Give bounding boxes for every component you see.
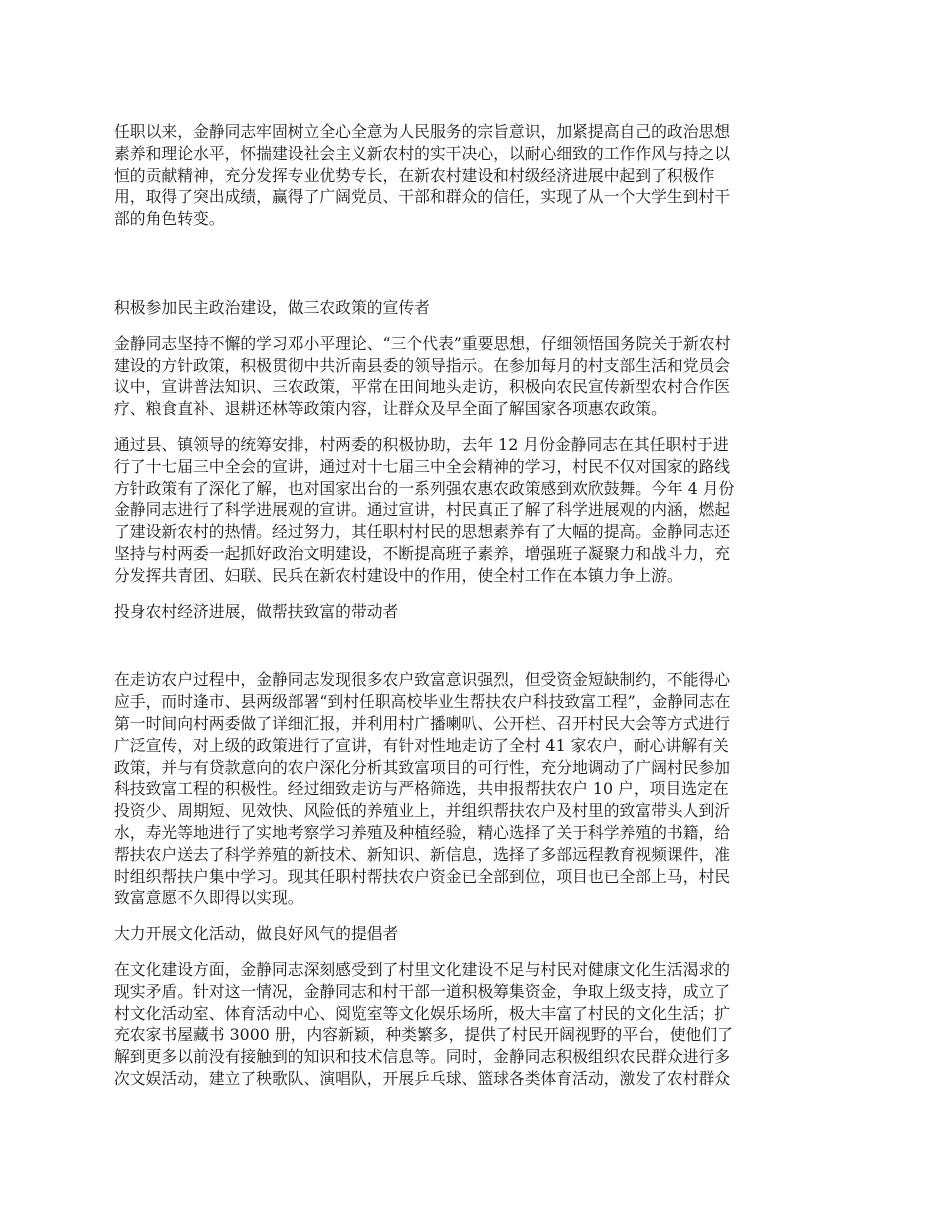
economy-paragraph: 在走访农户过程中，金静同志发现很多农户致富意识强烈，但受资金短缺制约，不能得心 应手，而时逢市、县两级部署“到村任职高校毕业生帮扶农户科技致富工程”，金静同志在 第一时间向村两委做了详细汇报，并利用村广播喇叭、公开栏、召开村民大会等方式进行 广泛宣传，对上级的政策进行了宣讲，有针对性地走访了全村 41 家农户，耐心讲解有关 政策，并与有贷款意向的农户深化分析其致富项目的可行性，充分地调动了广阔村民参加 科技致富工程的积极性。经过细致走访与严格筛选，共申报帮扶农户 10 户，项目选定在 投资少、周期短、见效快、风险低的养殖业上，并组织帮扶农户及村里的致富带头人到沂 水，寿光等地进行了实地考察学习养殖及种植经验，精心选择了关于科学养殖的书籍，给 帮扶农户送去了科学养殖的新技术、新知识、新信息，选择了多部远程教育视频课件，准 时组织帮扶户集中学习。现其任职村帮扶农户资金已全部到位，项目也已全部上马，村民 致富意愿不久即得以实现。	[114, 670, 731, 908]
section-heading-culture: 大力开展文化活动，做良好风气的提倡者	[114, 924, 399, 944]
intro-paragraph: 任职以来，金静同志牢固树立全心全意为人民服务的宗旨意识，加紧提高自己的政治思想 素养和理论水平，怀揣建设社会主义新农村的实干决心，以耐心细致的工作作风与持之以 恒的贡献精神，充分发挥专业优势专长，在新农村建设和村级经济进展中起到了积极作 用，取得了突出成绩，赢得了广阔党员、干部和群众的信任，实现了从一个大学生到村干 部的角色转变。	[114, 122, 731, 229]
policy-paragraph-2: 通过县、镇领导的统筹安排，村两委的积极协助，去年 12 月份金静同志在其任职村于进 行了十七届三中全会的宣讲，通过对十七届三中全会精神的学习，村民不仅对国家的路线 方针政策有了深化了解，也对国家出台的一系列强农惠农政策感到欢欣鼓舞。今年 4 月份 金静同志进行了科学进展观的宣讲。通过宣讲，村民真正了解了科学进展观的内涵，燃起 了建设新农村的热情。经过努力，其任职村村民的思想素养有了大幅的提高。金静同志还 坚持与村两委一起抓好政治文明建设，不断提高班子素养，增强班子凝聚力和战斗力，充 分发挥共青团、妇联、民兵在新农村建设中的作用，使全村工作在本镇力争上游。	[114, 434, 735, 585]
culture-paragraph: 在文化建设方面，金静同志深刻感受到了村里文化建设不足与村民对健康文化生活渴求的 现实矛盾。针对这一情况，金静同志和村干部一道积极筹集资金，争取上级支持，成立了 村文化活动室、体育活动中心、阅览室等文化娱乐场所，极大丰富了村民的文化生活；扩 充农家书屋藏书 3000 册，内容新颖，种类繁多，提供了村民开阔视野的平台，使他们了 解到更多以前没有接触到的知识和技术信息等。同时，金静同志积极组织农民群众进行多 次文娱活动，建立了秧歌队、演唱队，开展乒乓球、篮球各类体育活动，激发了农村群众	[114, 959, 733, 1088]
document-body	[114, 121, 840, 1090]
policy-paragraph-1: 金静同志坚持不懈的学习邓小平理论、“三个代表”重要思想，仔细领悟国务院关于新农村 建设的方针政策，积极贯彻中共沂南县委的领导指示。在参加每月的村支部生活和党员会 议中，宣讲普法知识、三农政策，平常在田间地头走访，积极向农民宣传新型农村合作医 疗、粮食直补、退耕还林等政策内容，让群众及早全面了解国家各项惠农政策。	[114, 333, 731, 419]
section-heading-politics: 积极参加民主政治建设，做三农政策的宣传者	[114, 297, 430, 317]
section-heading-economy: 投身农村经济进展，做帮扶致富的带动者	[114, 601, 399, 621]
